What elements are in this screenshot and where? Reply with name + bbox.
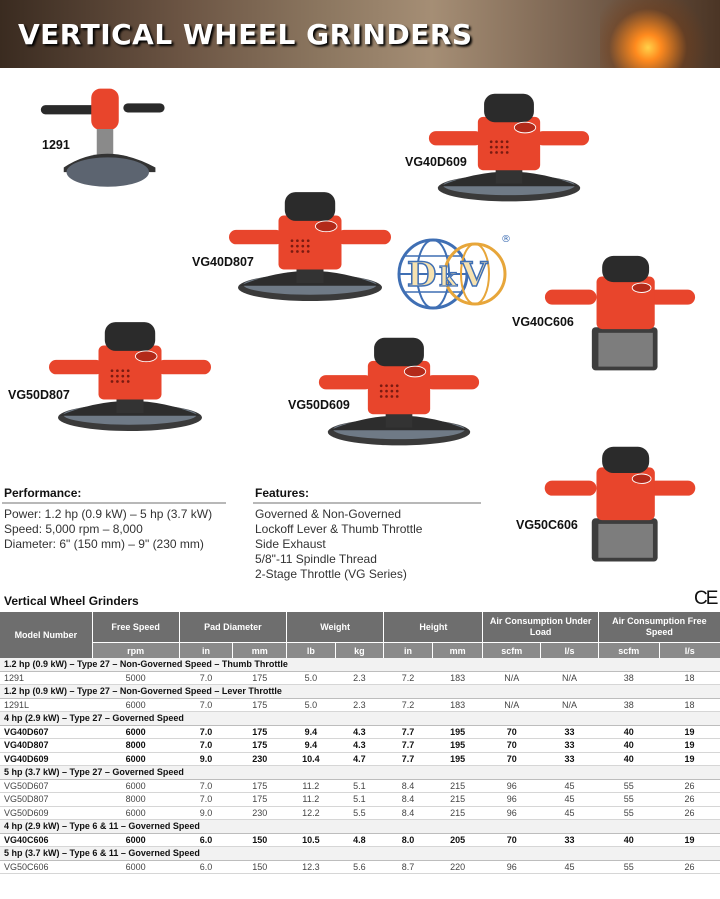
spec-cell: 9.4 bbox=[287, 725, 336, 739]
svg-text:V: V bbox=[461, 255, 488, 295]
spec-cell: 55 bbox=[598, 793, 659, 807]
spec-cell: 7.0 bbox=[179, 671, 233, 685]
model-label-vg40d609: VG40D609 bbox=[405, 155, 467, 169]
spec-cell: 33 bbox=[541, 752, 599, 766]
spec-cell: 19 bbox=[659, 739, 720, 753]
spec-cell: 70 bbox=[483, 752, 541, 766]
model-cell: VG40D609 bbox=[0, 752, 92, 766]
spec-cell: 230 bbox=[233, 752, 287, 766]
spec-cell: 6000 bbox=[92, 779, 179, 793]
unit-header: in bbox=[384, 643, 433, 659]
spec-cell: 26 bbox=[659, 860, 720, 874]
spec-cell: 10.4 bbox=[287, 752, 336, 766]
unit-header: mm bbox=[432, 643, 483, 659]
spec-cell: 6000 bbox=[92, 833, 179, 847]
model-label-vg50d609: VG50D609 bbox=[288, 398, 350, 412]
spec-cell: 215 bbox=[432, 779, 483, 793]
spec-cell: 70 bbox=[483, 725, 541, 739]
group-header-row bbox=[0, 712, 720, 726]
spec-cell: 8000 bbox=[92, 793, 179, 807]
model-label-vg40c606: VG40C606 bbox=[512, 315, 574, 329]
model-label-vg50d807: VG50D807 bbox=[8, 388, 70, 402]
model-cell: VG50D609 bbox=[0, 806, 92, 820]
spec-cell: 8.4 bbox=[384, 779, 433, 793]
header-free-speed: Free Speed bbox=[92, 612, 179, 643]
spec-cell: 19 bbox=[659, 725, 720, 739]
spec-cell: 7.0 bbox=[179, 698, 233, 712]
spec-cell: 175 bbox=[233, 698, 287, 712]
spec-cell: 4.3 bbox=[335, 739, 384, 753]
group-header-row bbox=[0, 847, 720, 861]
spec-cell: 6000 bbox=[92, 752, 179, 766]
grinder-sparks-image bbox=[600, 0, 720, 68]
spec-cell: 195 bbox=[432, 739, 483, 753]
table-row bbox=[0, 739, 720, 753]
spec-cell: 4.8 bbox=[335, 833, 384, 847]
unit-header: scfm bbox=[483, 643, 541, 659]
spec-cell: 5.0 bbox=[287, 698, 336, 712]
spec-cell: N/A bbox=[483, 698, 541, 712]
grinder-vg50d807-image bbox=[40, 315, 220, 439]
spec-cell: 96 bbox=[483, 793, 541, 807]
svg-text:®: ® bbox=[501, 234, 511, 245]
group-header-row bbox=[0, 685, 720, 699]
unit-header: kg bbox=[335, 643, 384, 659]
unit-header: lb bbox=[287, 643, 336, 659]
spec-table bbox=[0, 612, 720, 874]
spec-cell: 96 bbox=[483, 860, 541, 874]
spec-cell: 70 bbox=[483, 739, 541, 753]
feature-item: 2-Stage Throttle (VG Series) bbox=[255, 567, 407, 581]
spec-cell: 7.2 bbox=[384, 671, 433, 685]
model-cell: VG50D607 bbox=[0, 779, 92, 793]
spec-cell: 195 bbox=[432, 752, 483, 766]
spec-cell: 7.7 bbox=[384, 752, 433, 766]
unit-header: l/s bbox=[659, 643, 720, 659]
spec-cell: 45 bbox=[541, 793, 599, 807]
spec-cell: 9.4 bbox=[287, 739, 336, 753]
feature-item: Governed & Non-Governed bbox=[255, 507, 402, 521]
header-height: Height bbox=[384, 612, 483, 643]
header-pad-diameter: Pad Diameter bbox=[179, 612, 286, 643]
spec-cell: 5.6 bbox=[335, 860, 384, 874]
spec-cell: 40 bbox=[598, 725, 659, 739]
table-row bbox=[0, 806, 720, 820]
features-divider bbox=[253, 502, 481, 504]
spec-cell: 19 bbox=[659, 752, 720, 766]
group-label: 4 hp (2.9 kW) – Type 27 – Governed Speed bbox=[0, 712, 720, 726]
spec-cell: 5.1 bbox=[335, 779, 384, 793]
spec-cell: 12.2 bbox=[287, 806, 336, 820]
unit-header: mm bbox=[233, 643, 287, 659]
header-weight: Weight bbox=[287, 612, 384, 643]
spec-cell: 9.0 bbox=[179, 752, 233, 766]
spec-cell: 175 bbox=[233, 793, 287, 807]
spec-cell: 9.0 bbox=[179, 806, 233, 820]
spec-cell: 230 bbox=[233, 806, 287, 820]
spec-cell: 55 bbox=[598, 779, 659, 793]
model-cell: 1291L bbox=[0, 698, 92, 712]
spec-cell: 7.2 bbox=[384, 698, 433, 712]
spec-cell: 205 bbox=[432, 833, 483, 847]
spec-cell: 150 bbox=[233, 860, 287, 874]
model-cell: VG40D607 bbox=[0, 725, 92, 739]
model-label-vg40d807: VG40D807 bbox=[192, 255, 254, 269]
spec-cell: 7.0 bbox=[179, 793, 233, 807]
spec-cell: 5.5 bbox=[335, 806, 384, 820]
spec-cell: 6000 bbox=[92, 725, 179, 739]
spec-cell: 45 bbox=[541, 860, 599, 874]
spec-cell: 33 bbox=[541, 833, 599, 847]
spec-cell: 220 bbox=[432, 860, 483, 874]
spec-cell: 8.0 bbox=[384, 833, 433, 847]
spec-cell: 55 bbox=[598, 806, 659, 820]
table-row bbox=[0, 793, 720, 807]
spec-cell: 6.0 bbox=[179, 860, 233, 874]
spec-cell: 96 bbox=[483, 806, 541, 820]
header-model: Model Number bbox=[0, 612, 92, 658]
performance-title: Performance: bbox=[4, 486, 82, 500]
table-row bbox=[0, 752, 720, 766]
grinder-vg40d807-image bbox=[220, 188, 400, 306]
spec-cell: 175 bbox=[233, 739, 287, 753]
spec-cell: 8.7 bbox=[384, 860, 433, 874]
group-label: 1.2 hp (0.9 kW) – Type 27 – Non-Governed Speed – Lever Throttle bbox=[0, 685, 720, 699]
feature-item: Side Exhaust bbox=[255, 537, 326, 551]
spec-cell: 26 bbox=[659, 779, 720, 793]
spec-cell: 10.5 bbox=[287, 833, 336, 847]
unit-header: in bbox=[179, 643, 233, 659]
spec-cell: 175 bbox=[233, 671, 287, 685]
page-title: VERTICAL WHEEL GRINDERS bbox=[18, 18, 473, 51]
table-row bbox=[0, 833, 720, 847]
table-row bbox=[0, 860, 720, 874]
feature-item: Lockoff Lever & Thumb Throttle bbox=[255, 522, 423, 536]
spec-cell: 150 bbox=[233, 833, 287, 847]
spec-cell: 6000 bbox=[92, 860, 179, 874]
table-row bbox=[0, 779, 720, 793]
spec-cell: 7.0 bbox=[179, 739, 233, 753]
performance-power: Power: 1.2 hp (0.9 kW) – 5 hp (3.7 kW) bbox=[4, 507, 213, 521]
spec-cell: 40 bbox=[598, 833, 659, 847]
unit-header: scfm bbox=[598, 643, 659, 659]
group-label: 4 hp (2.9 kW) – Type 6 & 11 – Governed Speed bbox=[0, 820, 720, 834]
unit-header: rpm bbox=[92, 643, 179, 659]
spec-cell: 18 bbox=[659, 671, 720, 685]
table-title: Vertical Wheel Grinders bbox=[4, 594, 139, 608]
model-cell: VG40C606 bbox=[0, 833, 92, 847]
spec-cell: 26 bbox=[659, 806, 720, 820]
spec-cell: 5.1 bbox=[335, 793, 384, 807]
grinder-vg50c606-image bbox=[540, 444, 700, 568]
spec-cell: 40 bbox=[598, 752, 659, 766]
spec-cell: 215 bbox=[432, 806, 483, 820]
performance-speed: Speed: 5,000 rpm – 8,000 bbox=[4, 522, 143, 536]
spec-cell: 40 bbox=[598, 739, 659, 753]
spec-cell: 45 bbox=[541, 806, 599, 820]
spec-cell: 33 bbox=[541, 725, 599, 739]
header-banner bbox=[0, 0, 720, 68]
performance-divider bbox=[2, 502, 226, 504]
ce-mark: CE bbox=[694, 588, 717, 609]
spec-cell: 175 bbox=[233, 779, 287, 793]
spec-cell: 8.4 bbox=[384, 793, 433, 807]
table-row bbox=[0, 725, 720, 739]
group-header-row bbox=[0, 658, 720, 671]
spec-cell: 8.4 bbox=[384, 806, 433, 820]
unit-header: l/s bbox=[541, 643, 599, 659]
spec-cell: 6000 bbox=[92, 698, 179, 712]
spec-cell: 7.7 bbox=[384, 739, 433, 753]
spec-cell: 5.0 bbox=[287, 671, 336, 685]
spec-cell: 11.2 bbox=[287, 779, 336, 793]
spec-cell: 215 bbox=[432, 793, 483, 807]
header-air-free: Air Consumption Free Speed bbox=[598, 612, 720, 643]
spec-cell: 55 bbox=[598, 860, 659, 874]
spec-cell: 7.7 bbox=[384, 725, 433, 739]
spec-cell: 7.0 bbox=[179, 779, 233, 793]
group-label: 1.2 hp (0.9 kW) – Type 27 – Non-Governed Speed – Thumb Throttle bbox=[0, 658, 720, 671]
spec-cell: 6000 bbox=[92, 806, 179, 820]
features-title: Features: bbox=[255, 486, 310, 500]
spec-cell: 33 bbox=[541, 739, 599, 753]
group-label: 5 hp (3.7 kW) – Type 6 & 11 – Governed Speed bbox=[0, 847, 720, 861]
spec-cell: N/A bbox=[541, 671, 599, 685]
spec-cell: 4.7 bbox=[335, 752, 384, 766]
spec-cell: 18 bbox=[659, 698, 720, 712]
spec-cell: 183 bbox=[432, 671, 483, 685]
spec-cell: 183 bbox=[432, 698, 483, 712]
spec-cell: 2.3 bbox=[335, 698, 384, 712]
spec-cell: 6.0 bbox=[179, 833, 233, 847]
spec-cell: 2.3 bbox=[335, 671, 384, 685]
header-air-load: Air Consumption Under Load bbox=[483, 612, 598, 643]
spec-cell: 175 bbox=[233, 725, 287, 739]
spec-cell: 12.3 bbox=[287, 860, 336, 874]
spec-cell: 8000 bbox=[92, 739, 179, 753]
model-cell: 1291 bbox=[0, 671, 92, 685]
spec-cell: 5000 bbox=[92, 671, 179, 685]
spec-cell: N/A bbox=[483, 671, 541, 685]
spec-cell: 195 bbox=[432, 725, 483, 739]
model-label-vg50c606: VG50C606 bbox=[516, 518, 578, 532]
spec-cell: N/A bbox=[541, 698, 599, 712]
spec-cell: 19 bbox=[659, 833, 720, 847]
group-header-row bbox=[0, 820, 720, 834]
svg-text:D: D bbox=[407, 255, 437, 295]
table-row bbox=[0, 671, 720, 685]
svg-text:k: k bbox=[439, 263, 458, 293]
performance-diameter: Diameter: 6" (150 mm) – 9" (230 mm) bbox=[4, 537, 204, 551]
model-cell: VG40D807 bbox=[0, 739, 92, 753]
spec-cell: 70 bbox=[483, 833, 541, 847]
grinder-vg40d609-image bbox=[420, 86, 598, 210]
spec-cell: 4.3 bbox=[335, 725, 384, 739]
spec-cell: 26 bbox=[659, 793, 720, 807]
table-row bbox=[0, 698, 720, 712]
spec-cell: 7.0 bbox=[179, 725, 233, 739]
spec-cell: 38 bbox=[598, 698, 659, 712]
group-header-row bbox=[0, 766, 720, 780]
feature-item: 5/8"-11 Spindle Thread bbox=[255, 552, 377, 566]
grinder-vg50d609-image bbox=[310, 330, 488, 454]
group-label: 5 hp (3.7 kW) – Type 27 – Governed Speed bbox=[0, 766, 720, 780]
model-cell: VG50C606 bbox=[0, 860, 92, 874]
model-label-1291: 1291 bbox=[42, 138, 70, 152]
spec-cell: 96 bbox=[483, 779, 541, 793]
spec-cell: 38 bbox=[598, 671, 659, 685]
spec-cell: 45 bbox=[541, 779, 599, 793]
model-cell: VG50D807 bbox=[0, 793, 92, 807]
dkv-logo bbox=[395, 228, 513, 320]
spec-cell: 11.2 bbox=[287, 793, 336, 807]
